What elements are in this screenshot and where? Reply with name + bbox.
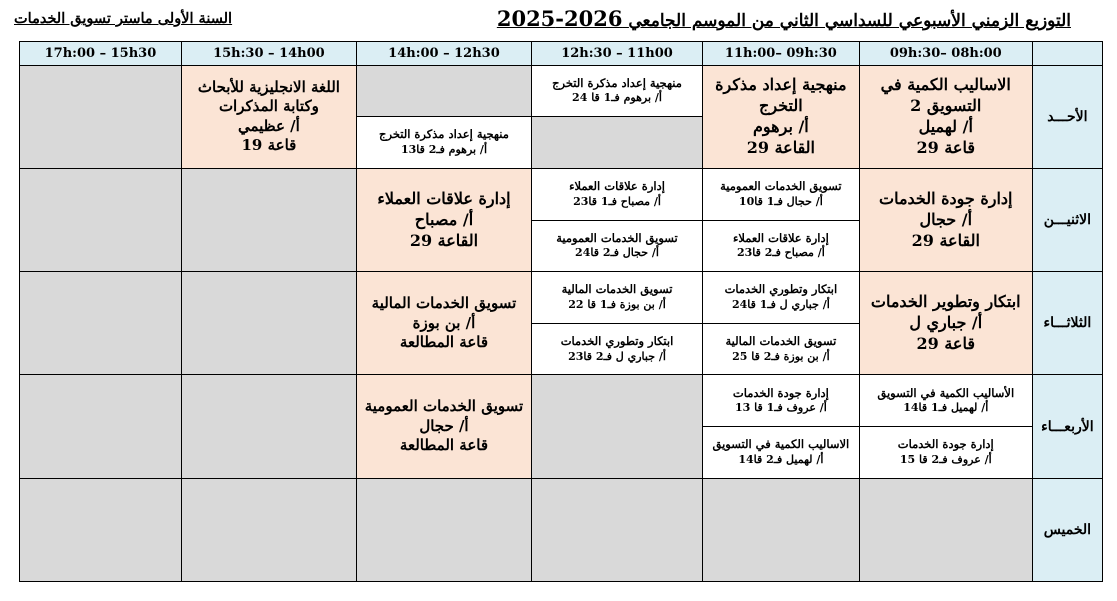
course-name: الاساليب الكمية في: [880, 75, 1011, 95]
empty-cell: [356, 478, 531, 581]
course-name: منهجية إعداد مذكرة التخرج: [552, 75, 682, 90]
time-header-row: [20, 42, 1103, 66]
course-name: تسويق الخدمات المالية: [371, 294, 517, 313]
day-thursday: الخميس: [1032, 478, 1102, 581]
time-slot-4: 14h:00 – 12h30: [356, 42, 531, 66]
course-name: ابتكار وتطوري الخدمات: [560, 333, 674, 348]
group-info: أ/ لهميل فـ1 قا14: [903, 401, 989, 415]
session-cell: [181, 65, 356, 168]
session-cell-split: [356, 65, 531, 168]
time-slot-5: 15h:30 – 14h00: [181, 42, 356, 66]
course-name: تسويق الخدمات المالية: [561, 282, 673, 297]
room-name: قاعة المطالعة: [399, 333, 489, 352]
time-slot-2: 11h:00– 09h:30: [703, 42, 860, 66]
course-name: ابتكار وتطوير الخدمات: [870, 292, 1021, 312]
teacher-name: أ/ عظيمي: [237, 116, 300, 135]
session-cell-split: [532, 168, 703, 271]
group-info: أ/ مصباح فـ1 قا23: [573, 194, 661, 208]
empty-cell: [20, 65, 182, 168]
course-name: تسويق الخدمات المالية: [725, 333, 837, 348]
course-name: إدارة علاقات العملاء: [377, 188, 511, 208]
empty-cell: [181, 168, 356, 271]
day-row-thursday: [20, 478, 1103, 581]
time-slot-6: 17h:00 – 15h30: [20, 42, 182, 66]
day-row-tuesday: [20, 272, 1103, 375]
day-row-sunday: [20, 65, 1103, 168]
empty-cell: [20, 272, 182, 375]
session-cell-split: [859, 375, 1032, 478]
session-cell: [859, 272, 1032, 375]
room-name: القاعة 29: [746, 137, 815, 157]
session-cell: [356, 272, 531, 375]
teacher-name: أ/ لهميل: [918, 116, 973, 136]
teacher-name: أ/ حجال: [419, 416, 469, 435]
empty-cell: [859, 478, 1032, 581]
course-name: إدارة جودة الخدمات: [732, 385, 829, 400]
group-info: أ/ عروف فـ2 قا 15: [899, 452, 992, 466]
day-row-monday: [20, 168, 1103, 271]
day-wednesday: الأربعـــاء: [1032, 375, 1102, 478]
empty-cell: [703, 478, 860, 581]
group-info: أ/ برهوم فـ1 قا 24: [572, 91, 662, 105]
day-monday: الاثنيـــن: [1032, 168, 1102, 271]
corner-cell: [1032, 42, 1102, 66]
room-name: قاعة 29: [916, 137, 975, 157]
session-cell: [356, 375, 531, 478]
group-info: أ/ جباري ل فـ1 قا24: [731, 297, 830, 311]
session-cell: [859, 168, 1032, 271]
room-name: قاعة 29: [916, 333, 975, 353]
empty-cell: [181, 272, 356, 375]
teacher-name: أ/ مصباح: [414, 209, 474, 229]
course-name: إدارة علاقات العملاء: [732, 230, 829, 245]
teacher-name: أ/ جباري ل: [909, 312, 983, 332]
course-name: تسويق الخدمات العمومية: [364, 397, 524, 416]
course-name: منهجية إعداد مذكرة: [715, 75, 847, 95]
room-name: قاعة 19: [241, 136, 297, 155]
empty-cell: [20, 375, 182, 478]
empty-cell: [532, 478, 703, 581]
title-year: 2026-2025: [496, 6, 623, 31]
group-info: أ/ بن بوزة فـ2 قا 25: [732, 349, 830, 363]
group-info: أ/ بن بوزة فـ1 قا 22: [568, 297, 666, 311]
empty-cell: [20, 168, 182, 271]
day-row-wednesday: [20, 375, 1103, 478]
day-tuesday: الثلاثـــاء: [1032, 272, 1102, 375]
session-cell-split: [703, 375, 860, 478]
group-info: أ/ حجال فـ1 قا10: [738, 194, 823, 208]
time-slot-1: 09h:30– 08h:00: [859, 42, 1032, 66]
teacher-name: أ/ برهوم: [753, 116, 809, 136]
course-name: تسويق الخدمات العمومية: [720, 179, 842, 194]
teacher-name: أ/ بن بوزة: [412, 313, 476, 332]
empty-cell: [532, 375, 703, 478]
group-info: أ/ حجال فـ2 قا24: [575, 246, 659, 260]
group-info: أ/ عروف فـ1 قا 13: [734, 401, 827, 415]
course-name: إدارة جودة الخدمات: [897, 437, 994, 452]
teacher-name: أ/ حجال: [919, 209, 973, 229]
empty-cell: [181, 375, 356, 478]
empty-half: [357, 66, 531, 117]
room-name: قاعة المطالعة: [399, 436, 489, 455]
course-name: منهجية إعداد مذكرة التخرج: [379, 127, 509, 142]
session-cell-split: [532, 65, 703, 168]
course-name-cont: وكتابة المذكرات: [218, 97, 319, 116]
session-cell: [859, 65, 1032, 168]
day-sunday: الأحـــد: [1032, 65, 1102, 168]
room-name: القاعة 29: [409, 230, 479, 250]
group-info: أ/ مصباح فـ2 قا23: [736, 246, 825, 260]
session-cell-split: [703, 168, 860, 271]
schedule-table: [19, 41, 1103, 582]
course-name: الاساليب الكمية في التسويق: [712, 437, 850, 452]
empty-cell: [20, 478, 182, 581]
empty-cell: [181, 478, 356, 581]
group-info: أ/ برهوم فـ2 قا13: [400, 143, 487, 156]
course-name: ابتكار وتطوري الخدمات: [724, 282, 838, 297]
room-name: القاعة 29: [911, 230, 980, 250]
course-name: الأساليب الكمية في التسويق: [877, 385, 1015, 400]
session-cell-split: [532, 272, 703, 375]
course-name-cont: التسويق 2: [910, 96, 982, 116]
empty-half: [532, 116, 702, 168]
session-cell-split: [703, 272, 860, 375]
course-name: إدارة جودة الخدمات: [879, 188, 1013, 208]
course-name: اللغة الانجليزية للأبحاث: [197, 77, 340, 96]
group-info: أ/ لهميل فـ2 قا14: [738, 452, 824, 466]
course-name-cont: التخرج: [759, 96, 803, 116]
course-name: تسويق الخدمات العمومية: [556, 230, 678, 245]
session-cell: [703, 65, 860, 168]
title-prefix: التوزيع الزمني الأسبوعي للسداسي الثاني من الموسم الجامعي: [628, 11, 1071, 31]
time-slot-3: 12h:30 – 11h00: [532, 42, 703, 66]
session-cell: [356, 168, 531, 271]
page-title: [497, 6, 1071, 31]
group-info: أ/ جباري ل فـ2 قا23: [568, 349, 666, 363]
page-subtitle: السنة الأولى ماستر تسويق الخدمات: [14, 10, 233, 27]
course-name: إدارة علاقات العملاء: [569, 179, 665, 194]
